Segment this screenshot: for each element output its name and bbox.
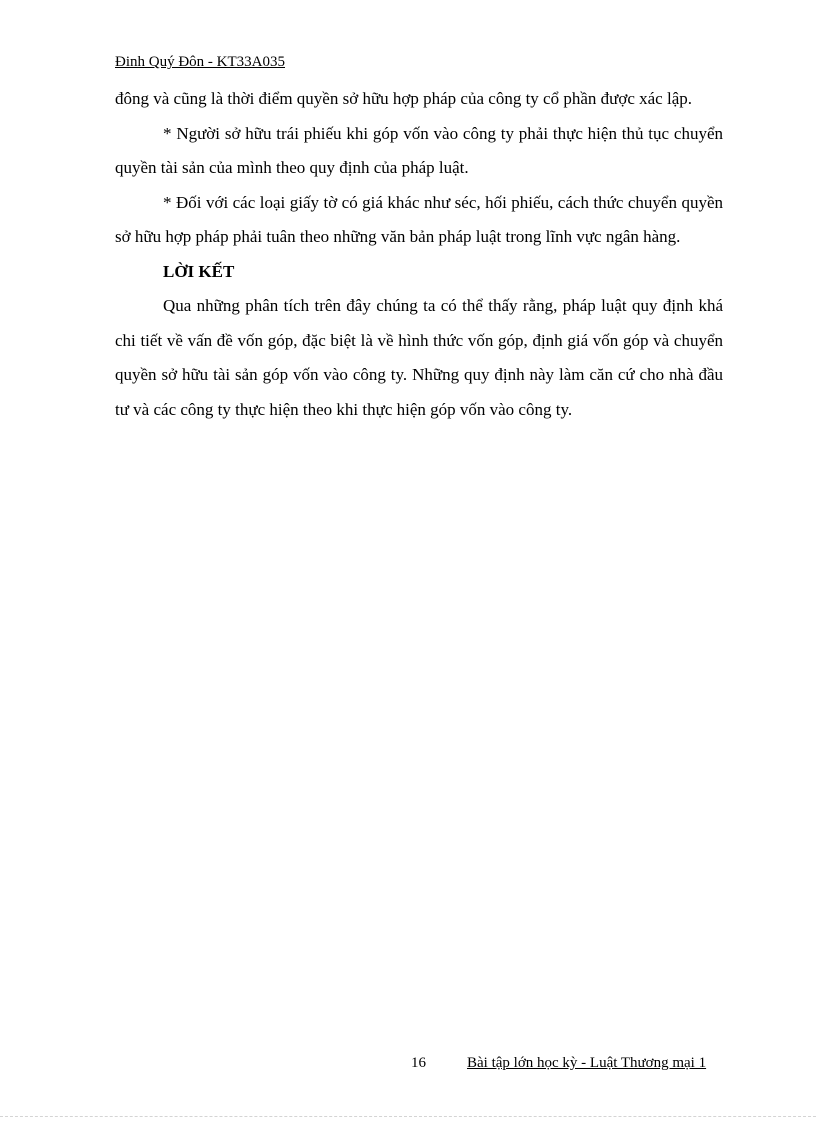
- paragraph-continuation: đông và cũng là thời điểm quyền sở hữu hợp pháp của công ty cổ phần được xác lập.: [115, 89, 692, 108]
- page-bottom-divider: [0, 1116, 816, 1117]
- paragraph-bond-holders: * Người sở hữu trái phiếu khi góp vốn vào công ty phải thực hiện thủ tục chuyển quyền tài sản của mình theo quy định của pháp luật.: [115, 123, 723, 177]
- section-heading: LỜI KẾT: [163, 261, 235, 281]
- page-body: [115, 82, 723, 427]
- page-number: 16: [411, 1055, 426, 1071]
- page-header: Đinh Quý Đôn - KT33A035: [115, 54, 285, 70]
- footer-title: Bài tập lớn học kỳ - Luật Thương mại 1: [467, 1055, 707, 1071]
- paragraph-conclusion: Qua những phân tích trên đây chúng ta có thể thấy rằng, pháp luật quy định khá chi tiết về vấn đề vốn góp, đặc biệt là về hình thức vốn góp, định giá vốn góp và chuyển quyền sở hữu tài sản góp vốn vào công ty. Những quy định này làm căn cứ cho nhà đầu tư và các công ty thực hiện theo khi thực hiện góp vốn vào công ty.: [115, 296, 723, 419]
- paragraph-valuable-papers: * Đối với các loại giấy tờ có giá khác như séc, hối phiếu, cách thức chuyển quyền sở hữu hợp pháp phải tuân theo những văn bản pháp luật trong lĩnh vực ngân hàng.: [115, 192, 723, 246]
